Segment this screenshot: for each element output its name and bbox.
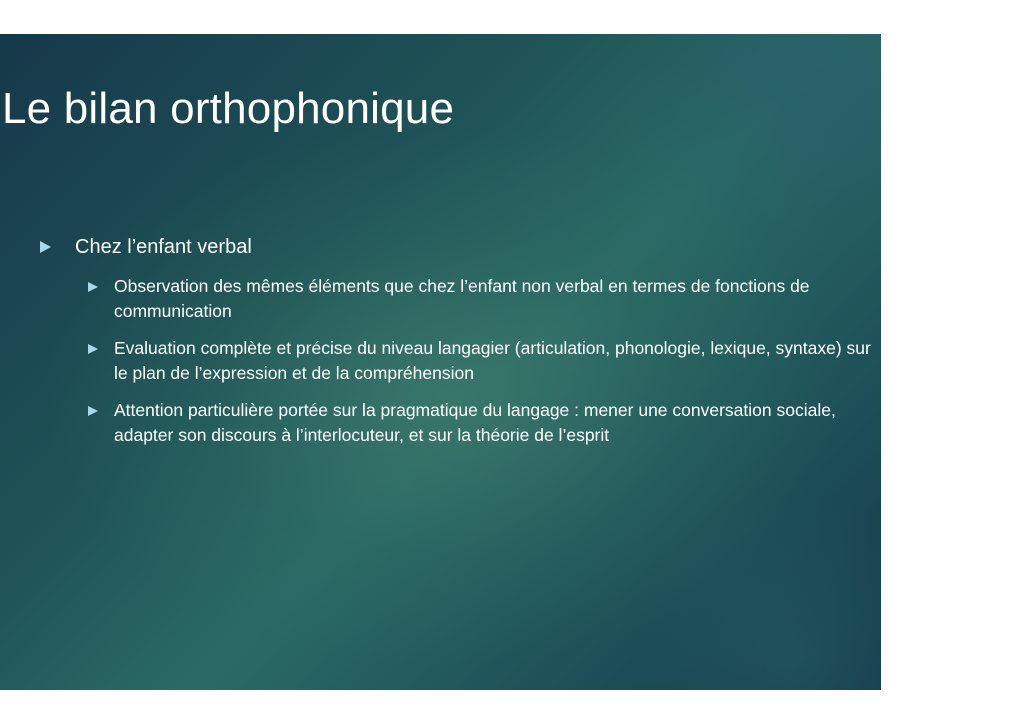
slide-content (40, 234, 880, 460)
sub-bullet-text: Attention particulière portée sur la pragmatique du langage : mener une conversation sociale, adapter son discours à l’interlocuteur, et sur la théorie de l’esprit (114, 400, 836, 445)
triangle-bullet-icon (88, 344, 98, 354)
sub-bullet-item (88, 336, 880, 386)
triangle-bullet-icon (88, 282, 98, 292)
sub-bullet-text: Evaluation complète et précise du niveau langagier (articulation, phonologie, lexique, syntaxe) sur le plan de l’expression et de la compréhension (114, 338, 871, 383)
bullet-item (40, 234, 880, 260)
triangle-bullet-icon (40, 241, 51, 253)
slide (0, 34, 881, 690)
sub-bullet-item (88, 398, 880, 448)
sub-bullet-list (88, 274, 880, 448)
bullet-text: Chez l’enfant verbal (75, 236, 252, 258)
slide-title: Le bilan orthophonique (2, 84, 455, 133)
triangle-bullet-icon (88, 406, 98, 416)
sub-bullet-item (88, 274, 880, 324)
sub-bullet-text: Observation des mêmes éléments que chez l’enfant non verbal en termes de fonctions de communication (114, 276, 810, 321)
